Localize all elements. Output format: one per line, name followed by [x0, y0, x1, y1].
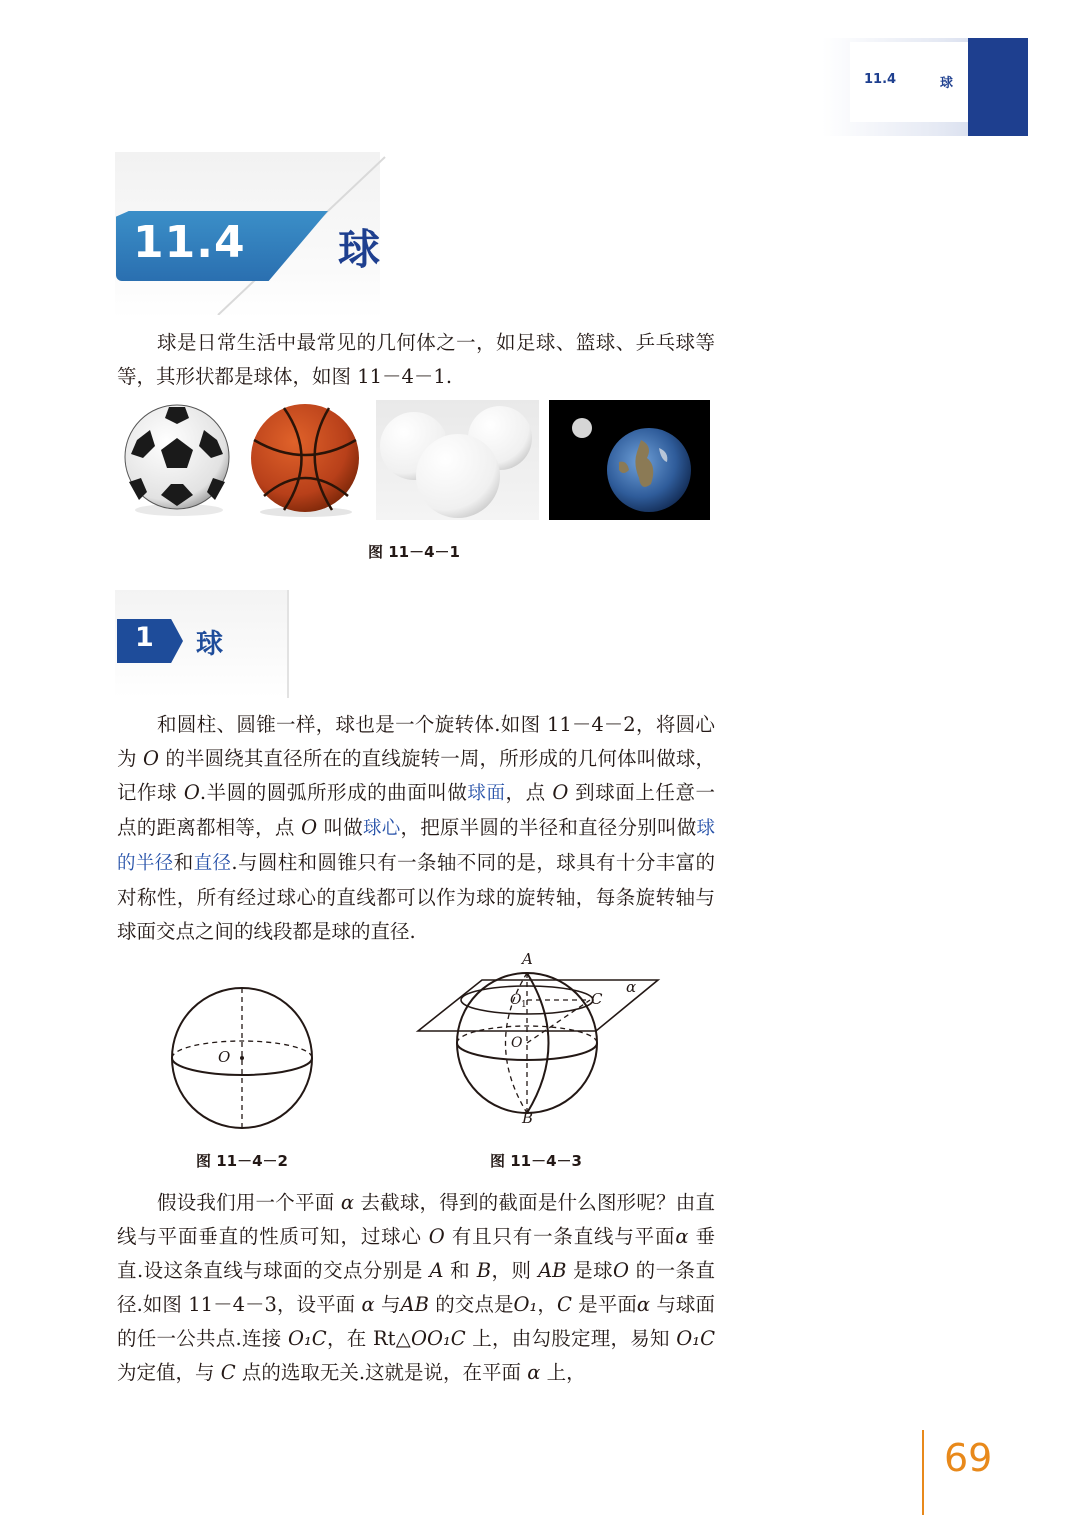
point-o1-subscript: 1 — [521, 1000, 527, 1010]
math-symbol: α — [340, 1191, 354, 1214]
text-run: 到球面上任意一点的距离都相等，点 — [117, 781, 715, 839]
page-number: 69 — [944, 1436, 993, 1480]
intro-paragraph: 球是日常生活中最常见的几何体之一，如足球、篮球、乒乓球等等，其形状都是球体，如图 11－4－1. — [117, 331, 715, 388]
text-run: 是球 — [566, 1259, 614, 1282]
text-run: 和 — [173, 851, 194, 874]
cross-section-paragraph — [117, 1186, 715, 1390]
running-header-section-number: 11.4 — [864, 72, 897, 87]
figure-caption: 图 11－4－3 — [490, 1152, 582, 1170]
figure-caption: 图 11－4－2 — [196, 1152, 288, 1170]
text-run: 上，由勾股定理，易知 — [465, 1327, 677, 1350]
math-symbol: OO₁C — [411, 1327, 466, 1350]
point-b-label: B — [522, 1109, 534, 1127]
math-symbol: α — [527, 1361, 541, 1384]
football-photo — [117, 400, 237, 520]
text-run: 假设我们用一个平面 — [157, 1191, 341, 1214]
section-title: 球 — [338, 225, 381, 274]
point-o1-label: O — [510, 992, 522, 1008]
math-symbol: O — [183, 781, 200, 804]
text-run: 和 — [443, 1259, 477, 1282]
text-run: ，则 — [491, 1259, 539, 1282]
math-symbol: O — [428, 1225, 445, 1248]
math-symbol: O₁ — [513, 1293, 538, 1316]
math-symbol: AB — [538, 1259, 567, 1282]
subsection-number: 1 — [135, 622, 154, 653]
keyword-sphere-surface: 球面 — [467, 783, 506, 804]
text-run: .与圆柱和圆锥只有一条轴不同的是，球具有十分丰富的对称性，所有经过球心的直线都可以作为球的旋转轴，每条旋转轴与球面交点之间的线段都是球的直径. — [117, 851, 715, 943]
plane-alpha-label: α — [626, 978, 637, 996]
basketball-image — [244, 400, 366, 520]
text-run: 叫做 — [317, 816, 363, 839]
page-number-rule — [922, 1430, 924, 1515]
figure-caption: 图 11－4－1 — [368, 543, 460, 561]
ping-pong-photo — [376, 400, 539, 520]
math-symbol: α — [636, 1293, 651, 1316]
running-header — [822, 38, 1028, 136]
text-run: 是平面 — [571, 1293, 637, 1316]
text-run: 去截球，得到的截面是什么图形呢？由直线与平面垂直的性质可知，过球心 — [117, 1191, 716, 1248]
text-run: 的一条直径.如图 11－4－3，设平面 — [117, 1259, 715, 1316]
math-symbol: C — [220, 1361, 236, 1384]
keyword-sphere-center: 球心 — [362, 818, 401, 839]
math-symbol: A — [429, 1259, 444, 1282]
math-symbol: O — [301, 816, 318, 839]
text-run: 与球面的任一公共点.连接 — [117, 1293, 715, 1350]
running-header-bar — [968, 38, 1028, 136]
point-a-label: A — [522, 950, 533, 968]
point-o-label: O — [511, 1035, 523, 1051]
text-run: ，在 Rt△ — [326, 1327, 412, 1350]
text-run: ， — [537, 1293, 557, 1316]
sphere-diagram — [160, 980, 330, 1130]
math-symbol: O₁C — [288, 1327, 327, 1350]
basketball-photo — [244, 400, 366, 520]
text-run: ，把原半圆的半径和直径分别叫做 — [400, 816, 697, 839]
text-run: 为定值，与 — [117, 1361, 221, 1384]
math-symbol: AB — [400, 1293, 429, 1316]
point-c-label: C — [591, 990, 603, 1008]
math-symbol: O — [142, 747, 159, 770]
math-symbol: O — [613, 1259, 630, 1282]
math-symbol: α — [675, 1225, 689, 1248]
center-label: O — [218, 1048, 231, 1066]
text-run: 有且只有一条直线与平面 — [444, 1225, 676, 1248]
keyword-sphere-radius: 球的半径 — [117, 818, 715, 874]
math-symbol: C — [556, 1293, 572, 1316]
text-run: 点的选取无关.这就是说，在平面 — [235, 1361, 528, 1384]
moon-earth-photo — [549, 400, 710, 520]
definition-paragraph — [117, 708, 715, 949]
subsection-title: 球 — [196, 629, 223, 660]
moon-earth-image — [549, 400, 710, 520]
keyword-diameter: 直径 — [193, 853, 232, 874]
math-symbol: B — [476, 1259, 492, 1282]
math-symbol: α — [361, 1293, 375, 1316]
text-run: .半圆的圆弧所形成的曲面叫做 — [199, 781, 468, 804]
text-run: 与 — [374, 1293, 401, 1316]
math-symbol: O₁C — [676, 1327, 715, 1350]
football-image — [117, 400, 237, 520]
section-number: 11.4 — [133, 217, 246, 268]
sphere-plane-diagram — [410, 948, 670, 1128]
text-run: 的交点是 — [428, 1293, 514, 1316]
text-run: 上， — [540, 1361, 586, 1384]
running-header-section-title: 球 — [940, 76, 954, 91]
text-run: ，点 — [505, 781, 553, 804]
math-symbol: O — [552, 781, 569, 804]
ping-pong-image — [376, 400, 539, 520]
text-run: 垂直.设这条直线与球面的交点分别是 — [117, 1225, 716, 1282]
text-run: 的半圆绕其直径所在的直线旋转一周，所形成的几何体叫做球，记作球 — [117, 747, 716, 804]
text-run: 和圆柱、圆锥一样，球也是一个旋转体.如图 11－4－2，将圆心为 — [117, 713, 715, 770]
